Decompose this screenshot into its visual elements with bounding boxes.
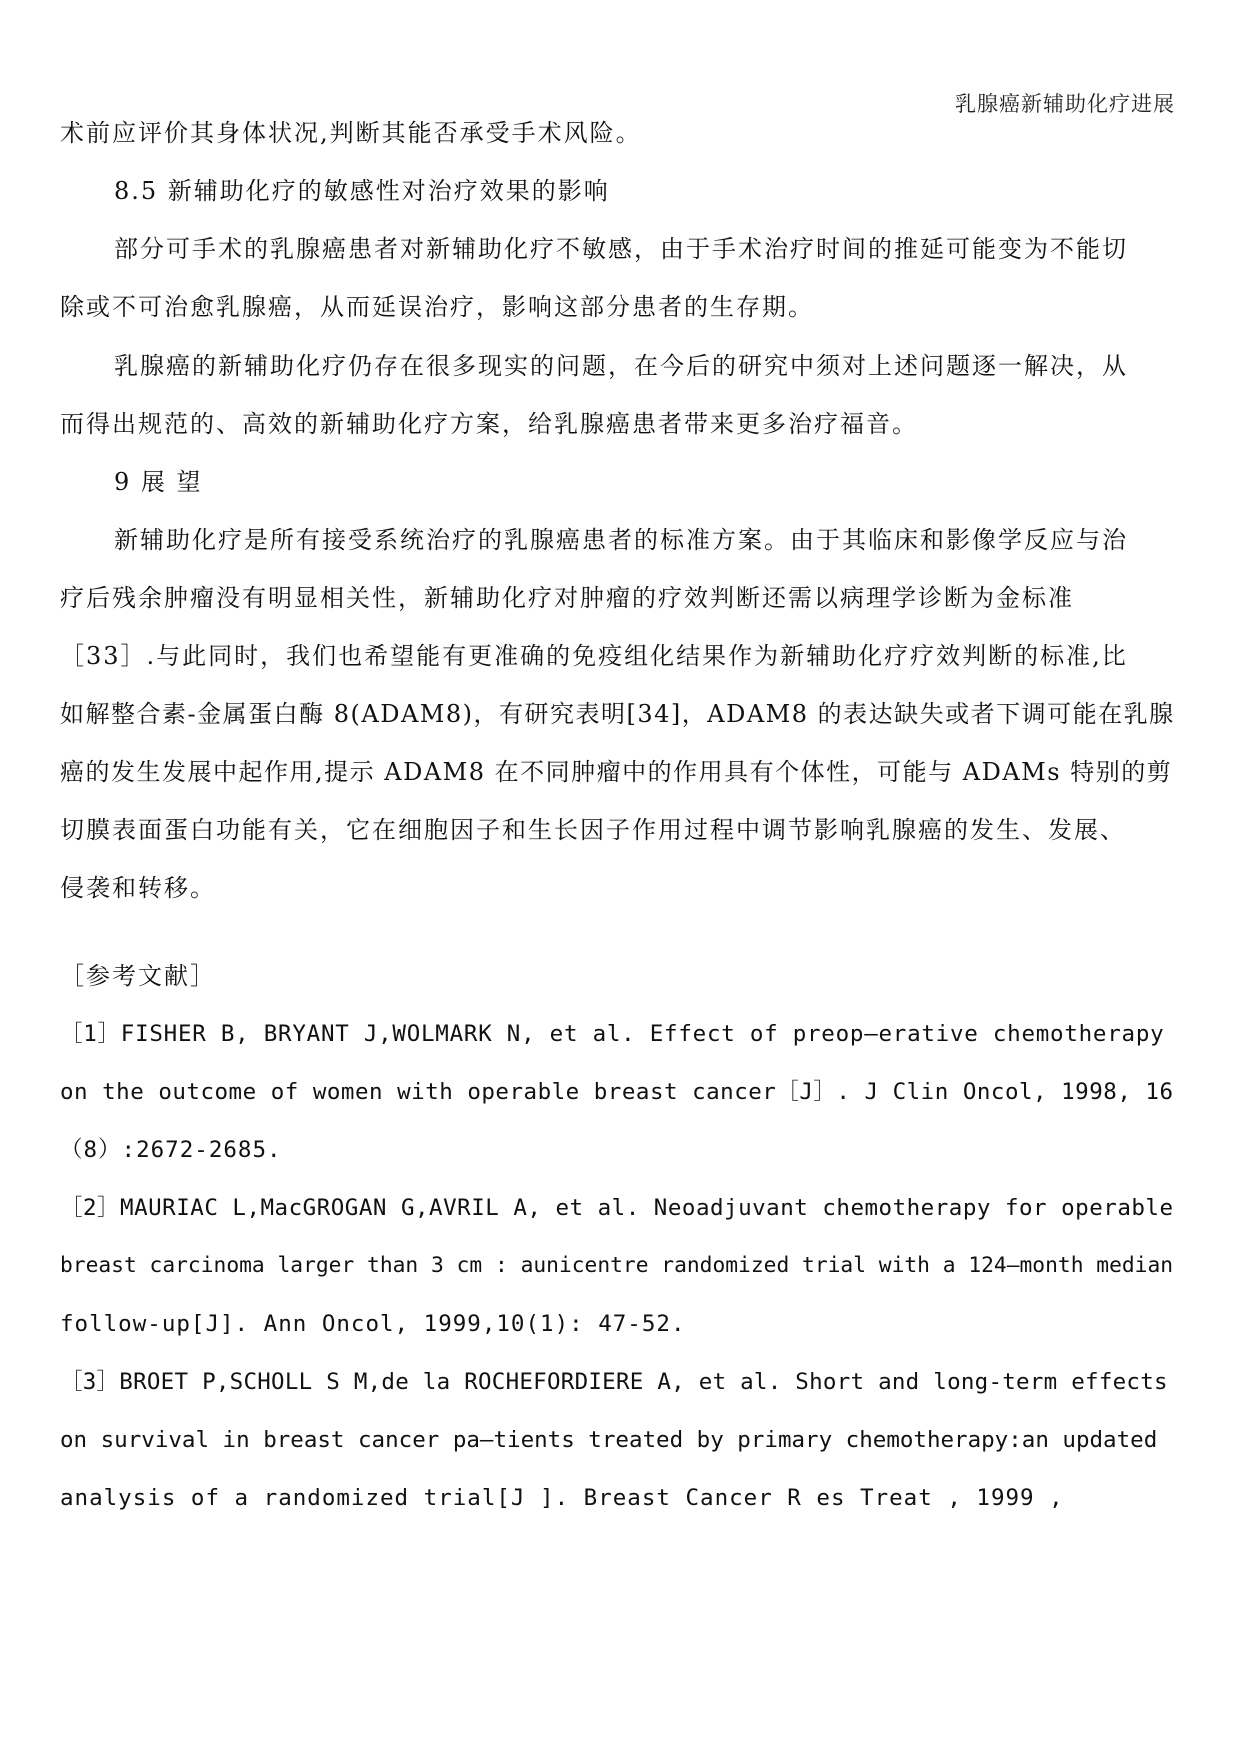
body-line: 新辅助化疗是所有接受系统治疗的乳腺癌患者的标准方案。由于其临床和影像学反应与治 xyxy=(114,526,1128,554)
reference-line: on the outcome of women with operable breast cancer［J］. J Clin Oncol, 1998, 16 xyxy=(60,1079,1174,1105)
body-line: 如解整合素-金属蛋白酶 8(ADAM8)，有研究表明[34]，ADAM8 的表达缺失或者下调可能在乳腺 xyxy=(60,700,1175,728)
reference-line: （8）:2672-2685. xyxy=(60,1137,282,1163)
reference-line: ［3］BROET P,SCHOLL S M,de la ROCHEFORDIERE A, et al. Short and long-term effects xyxy=(60,1369,1168,1395)
reference-line: follow-up[J]. Ann Oncol, 1999,10(1): 47-52. xyxy=(60,1311,686,1337)
reference-line: ［2］MAURIAC L,MacGROGAN G,AVRIL A, et al. Neoadjuvant chemotherapy for operable xyxy=(60,1195,1174,1221)
running-header: 乳腺癌新辅助化疗进展 xyxy=(955,92,1175,116)
reference-line: analysis of a randomized trial[J ]. Breast Cancer R es Treat , 1999 , xyxy=(60,1485,1064,1511)
body-line: 除或不可治愈乳腺癌，从而延误治疗，影响这部分患者的生存期。 xyxy=(60,293,814,321)
body-line: 疗后残余肿瘤没有明显相关性，新辅助化疗对肿瘤的疗效判断还需以病理学诊断为金标准 xyxy=(60,584,1074,612)
reference-line: breast carcinoma larger than 3 cm : aunicentre randomized trial with a 124—month median xyxy=(60,1253,1174,1278)
references-title: ［参考文献］ xyxy=(60,962,216,990)
body-line: 癌的发生发展中起作用,提示 ADAM8 在不同肿瘤中的作用具有个体性，可能与 ADAMs 特别的剪 xyxy=(60,758,1173,786)
reference-line: on survival in breast cancer pa—tients treated by primary chemotherapy:an updated xyxy=(60,1427,1158,1453)
section-heading-8-5: 8.5 新辅助化疗的敏感性对治疗效果的影响 xyxy=(114,177,610,205)
body-line: 乳腺癌的新辅助化疗仍存在很多现实的问题，在今后的研究中须对上述问题逐一解决，从 xyxy=(114,352,1128,380)
body-line: 术前应评价其身体状况,判断其能否承受手术风险。 xyxy=(60,119,642,147)
reference-line: ［1］FISHER B, BRYANT J,WOLMARK N, et al. Effect of preop—erative chemotherapy xyxy=(60,1021,1165,1047)
body-line: 而得出规范的、高效的新辅助化疗方案，给乳腺癌患者带来更多治疗福音。 xyxy=(60,410,918,438)
body-line: 侵袭和转移。 xyxy=(60,874,216,902)
section-heading-9: 9 展 望 xyxy=(114,468,203,496)
body-line: ［33］.与此同时，我们也希望能有更准确的免疫组化结果作为新辅助化疗疗效判断的标准,比 xyxy=(60,642,1128,670)
body-line: 切膜表面蛋白功能有关，它在细胞因子和生长因子作用过程中调节影响乳腺癌的发生、发展、 xyxy=(60,816,1126,844)
body-line: 部分可手术的乳腺癌患者对新辅助化疗不敏感，由于手术治疗时间的推延可能变为不能切 xyxy=(114,235,1128,263)
